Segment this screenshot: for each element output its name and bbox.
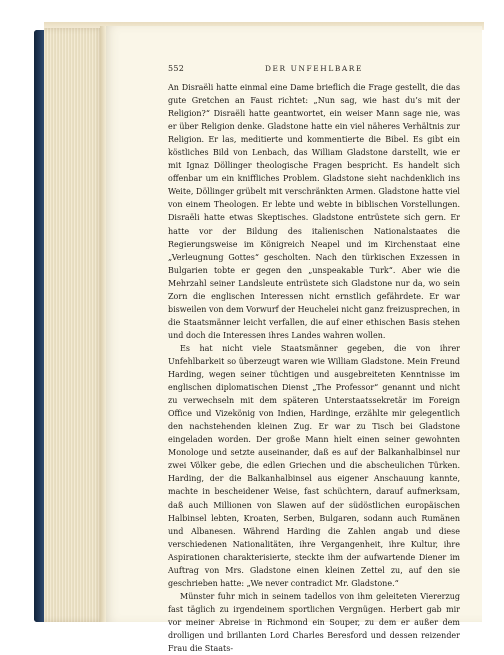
running-header <box>168 64 460 76</box>
running-title: DER UNFEHLBARE <box>265 64 363 73</box>
body-text <box>168 81 460 655</box>
paragraph: Es hat nicht viele Staatsmänner gegeben, die von ihrer Unfehlbarkeit so überzeugt waren wie William Gladstone. Mein Freund Harding, wegen seiner tüchtigen und ausgebreiteten Kenntnisse im englischen diplomatischen Dienst „The Professor“ genannt und nicht zu verwechseln mit dem späteren Unterstaatssekretär im Foreign Office und Vizekönig von Indien, Hardinge, erzählte mir gelegentlich den nachstehenden kleinen Zug. Er war zu Tisch bei Gladstone eingeladen worden. Der große Mann hielt einen seiner gewohnten Monologe und setzte auseinander, daß es auf der Balkanhalbinsel nur zwei Völker gebe, die edlen Griechen und die abscheulichen Türken. Harding, der die Balkanhalbinsel aus eigener Anschauung kannte, machte in bescheidener Weise, fast schüchtern, darauf aufmerksam, daß auch Millionen von Slawen auf der südöstlichen europäischen Halbinsel lebten, Kroaten, Serben, Bulgaren, sodann auch Rumänen und Albanesen. Während Harding die Zahlen angab und diese verschiedenen Nationalitäten, ihre Vergangenheit, ihre Kultur, ihre Aspirationen charakterisierte, steckte ihm der aufwartende Diener im Auftrag von Mrs. Gladstone einen kleinen Zettel zu, auf den sie geschrieben hatte: „We never contradict Mr. Gladstone.“ <box>168 343 460 588</box>
page-edges-side <box>44 28 104 622</box>
book-spine <box>34 30 44 622</box>
page-number: 552 <box>168 64 185 73</box>
paragraph: Münster fuhr mich in seinem tadellos von ihm geleiteten Viererzug fast täglich zu irgendeinem sportlichen Vergnügen. Herbert gab mir vor meiner Abreise in Richmond ein Souper, zu dem er außer dem drolligen und brillanten Lord Charles Beresford und dessen reizender Frau die Staats- <box>168 591 460 654</box>
paragraph: An Disraëli hatte einmal eine Dame brieflich die Frage gestellt, die das gute Gretchen an Faust richtet: „Nun sag, wie hast du’s mit der Religion?“ Disraëli hatte geantwortet, ein weiser Mann sage nie, was er über Religion denke. Gladstone hatte ein viel näheres Verhältnis zur Religion. Er las, meditierte und kommentierte die Bibel. Es gibt ein köstliches Bild von Lenbach, das William Gladstone darstellt, wie er mit Ignaz Döllinger theologische Fragen bespricht. Es handelt sich offenbar um ein kniffliches Problem. Gladstone sieht nachdenklich ins Weite, Döllinger grübelt mit verschränkten Armen. Gladstone hatte viel von einem Theologen. Er lebte und webte in biblischen Vorstellungen. Disraëli hatte etwas Skeptisches. Gladstone entrüstete sich gern. Er hatte vor der Bildung des italienischen Nationalstaates die Regierungsweise im Königreich Neapel und im Kirchenstaat eine „Verleugnung Gottes“ gescholten. Nach den türkischen Exzessen in Bulgarien tobte er gegen den „unspeakable Turk“. Aber wie die Mehrzahl seiner Landsleute entrüstete sich Gladstone nur da, wo sein Zorn die englischen Interessen nicht ernstlich gefährdete. Er war bisweilen von dem Vorwurf der Heuchelei nicht ganz freizusprechen, in die Staatsmänner leicht verfallen, die auf einer ethischen Basis stehen und doch die Interessen ihres Landes wahren wollen. <box>168 83 460 340</box>
page-gutter <box>100 26 106 622</box>
